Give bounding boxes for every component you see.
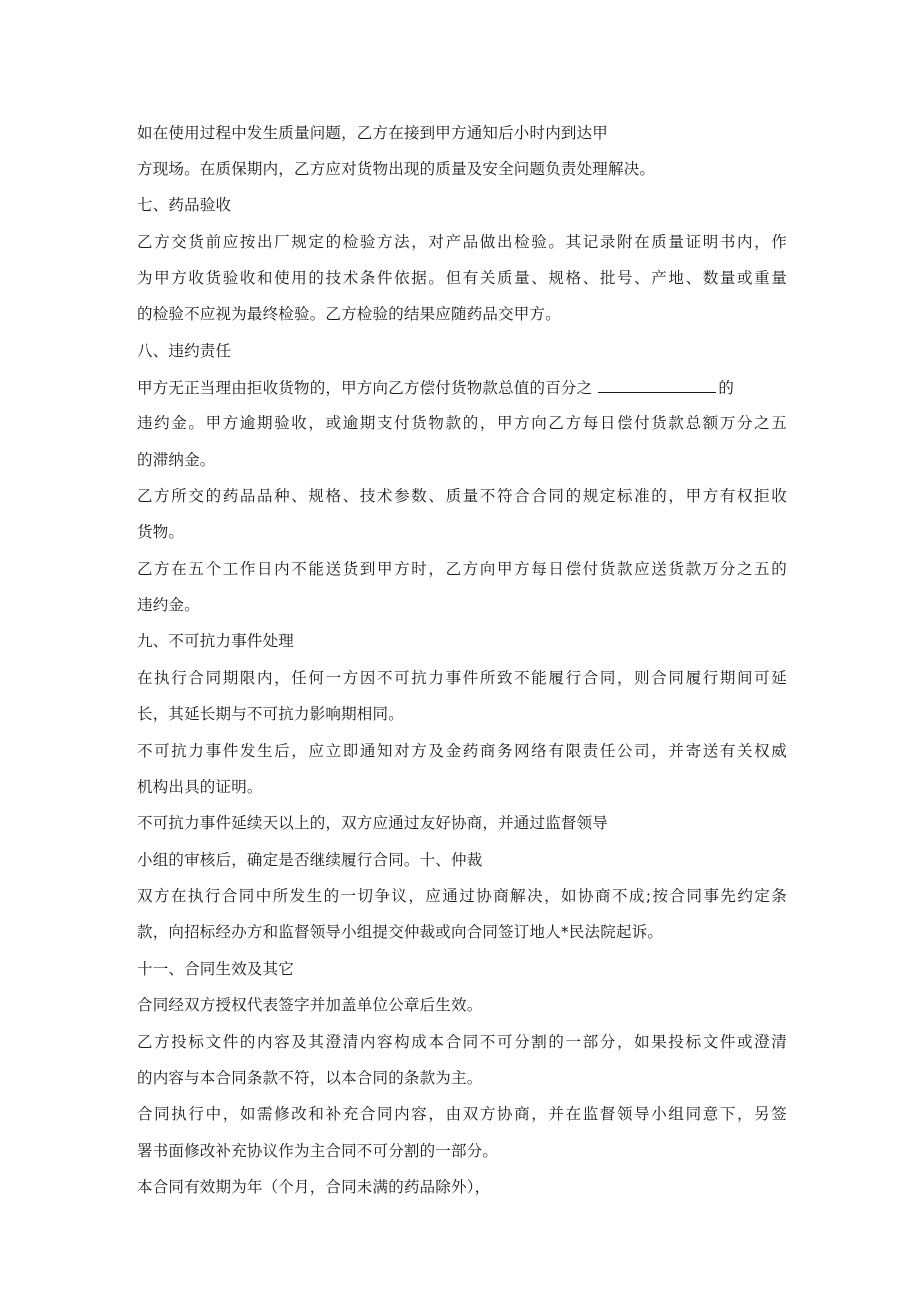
- paragraph-line: 本合同有效期为年（个月，合同未满的药品除外），: [137, 1178, 491, 1196]
- paragraph-line-with-blank: [137, 377, 787, 398]
- paragraph-line: 不可抗力事件发生后，应立即通知对方及金药商务网络有限责任公司，并寄送有关权威: [137, 742, 787, 760]
- section-heading-effectiveness: 十一、合同生效及其它: [137, 960, 295, 978]
- section-heading-force-majeure: 九、不可抗力事件处理: [137, 632, 295, 650]
- paragraph-line: 的内容与本合同条款不符，以本合同的条款为主。: [137, 1069, 483, 1087]
- paragraph-line: 署书面修改补充协议作为主合同不可分割的一部分。: [137, 1142, 499, 1160]
- paragraph-line: 合同执行中，如需修改和补充合同内容，由双方协商，并在监督领导小组同意下，另签: [137, 1105, 787, 1123]
- paragraph-line: 的检验不应视为最终检验。乙方检验的结果应随药品交甲方。: [137, 305, 561, 323]
- section-heading-drug-acceptance: 七、药品验收: [137, 196, 232, 214]
- section-heading-breach-liability: 八、违约责任: [137, 342, 232, 360]
- paragraph-line: 违约金。甲方逾期验收，或逾期支付货物款的，甲方向乙方每日偿付货款总额万分之五: [137, 414, 787, 432]
- paragraph-line: 货物。: [137, 523, 185, 541]
- paragraph-line: 合同经双方授权代表签字并加盖单位公章后生效。: [137, 996, 483, 1014]
- paragraph-line: 违约金。: [137, 596, 200, 614]
- paragraph-text: 甲方无正当理由拒收货物的，甲方向乙方偿付货物款总值的百分之: [137, 379, 593, 397]
- paragraph-line: 乙方所交的药品品种、规格、技术参数、质量不符合合同的规定标准的，甲方有权拒收: [137, 487, 787, 505]
- paragraph-line: 乙方交货前应按出厂规定的检验方法，对产品做出检验。其记录附在质量证明书内，作: [137, 233, 787, 251]
- fill-in-blank: [598, 377, 716, 393]
- paragraph-line: 双方在执行合同中所发生的一切争议，应通过协商解决，如协商不成;按合同事先约定条: [137, 887, 787, 905]
- paragraph-line: 长，其延长期与不可抗力影响期相同。: [137, 705, 404, 723]
- paragraph-line: 如在使用过程中发生质量问题，乙方在接到甲方通知后小时内到达甲: [137, 124, 609, 142]
- paragraph-line: 为甲方收货验收和使用的技术条件依据。但有关质量、规格、批号、产地、数量或重量: [137, 269, 787, 287]
- paragraph-line: 乙方投标文件的内容及其澄清内容构成本合同不可分割的一部分，如果投标文件或澄清: [137, 1033, 787, 1051]
- paragraph-line: 在执行合同期限内，任何一方因不可抗力事件所致不能履行合同，则合同履行期间可延: [137, 669, 787, 687]
- paragraph-line: 机构出具的证明。: [137, 778, 263, 796]
- paragraph-line: 方现场。在质保期内，乙方应对货物出现的质量及安全问题负责处理解决。: [137, 160, 656, 178]
- paragraph-line: 不可抗力事件延续天以上的，双方应通过友好协商，并通过监督领导: [137, 814, 609, 832]
- paragraph-line: 的滞纳金。: [137, 451, 216, 469]
- paragraph-line: 款，向招标经办方和监督领导小组提交仲裁或向合同签订地人*民法院起诉。: [137, 923, 664, 941]
- paragraph-line: 乙方在五个工作日内不能送货到甲方时，乙方向甲方每日偿付货款应送货款万分之五的: [137, 560, 787, 578]
- paragraph-line-with-heading: 小组的审核后，确定是否继续履行合同。十、仲裁: [137, 851, 483, 869]
- paragraph-text: 的: [718, 379, 735, 397]
